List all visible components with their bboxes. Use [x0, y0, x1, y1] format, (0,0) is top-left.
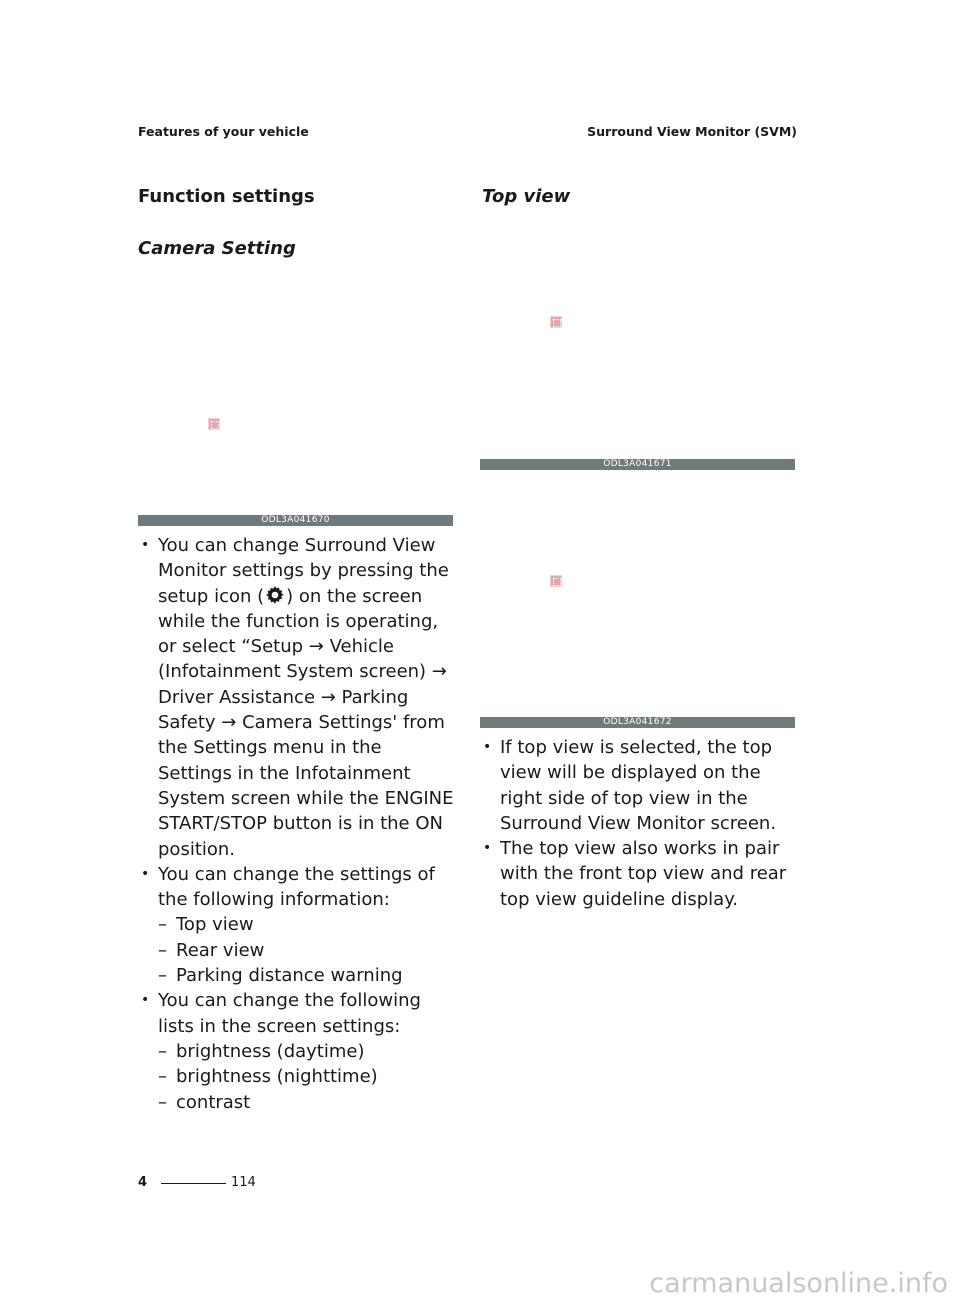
- left-column-body: [138, 533, 456, 1115]
- watermark: carmanualsonline.info: [649, 1268, 948, 1299]
- top-view-figure-2: [480, 474, 795, 717]
- broken-image-icon: [550, 575, 562, 587]
- broken-image-icon: [208, 418, 220, 430]
- gear-icon: [264, 584, 286, 606]
- sub-list-item: – brightness (daytime): [158, 1039, 456, 1064]
- running-header-topic: Surround View Monitor (SVM): [587, 124, 797, 139]
- bullet-text: You can change the following lists in the screen settings:: [158, 990, 421, 1037]
- bullet-text-start: You can change Surround View Monitor settings by pressing the setup icon (: [158, 535, 449, 607]
- top-view-figure-1: [480, 215, 795, 459]
- sub-list-item: – Parking distance warning: [158, 963, 456, 988]
- sub-list-item: – Top view: [158, 912, 456, 937]
- running-header-chapter: Features of your vehicle: [138, 124, 309, 139]
- top-view-heading: Top view: [482, 186, 571, 207]
- sub-list-item: – brightness (nighttime): [158, 1064, 456, 1089]
- bullet-text-end: ) on the screen while the function is operating, or select “Setup → Vehicle (Infotainment System screen) → Driver Assistance → Parking Safety → Camera Settings' from the Settings menu in the Settings in the Infotainment System screen while the ENGINE START/STOP button is in the ON position.: [158, 585, 454, 860]
- list-item: • The top view also works in pair with the front top view and rear top view guideline display.: [480, 836, 798, 912]
- section-title: Function settings: [138, 186, 315, 207]
- bullet-text: You can change the settings of the following information:: [158, 863, 435, 911]
- list-item: • If top view is selected, the top view will be displayed on the right side of top view in the Surround View Monitor screen.: [480, 735, 798, 836]
- page-number: 114: [231, 1175, 256, 1190]
- sub-list-item: – Rear view: [158, 938, 456, 963]
- list-item: [138, 533, 456, 862]
- camera-setting-figure: [138, 270, 453, 515]
- list-item: [138, 862, 456, 988]
- camera-setting-heading: Camera Setting: [138, 238, 296, 259]
- sub-list-item: – contrast: [158, 1090, 456, 1115]
- figure-caption-code: ODL3A041672: [480, 717, 795, 728]
- chapter-number: 4: [138, 1175, 148, 1190]
- footer-divider: [161, 1183, 226, 1184]
- list-item: [138, 988, 456, 1114]
- figure-caption-code: ODL3A041670: [138, 515, 453, 526]
- broken-image-icon: [550, 316, 562, 328]
- right-column-body: [480, 735, 798, 912]
- figure-caption-code: ODL3A041671: [480, 459, 795, 470]
